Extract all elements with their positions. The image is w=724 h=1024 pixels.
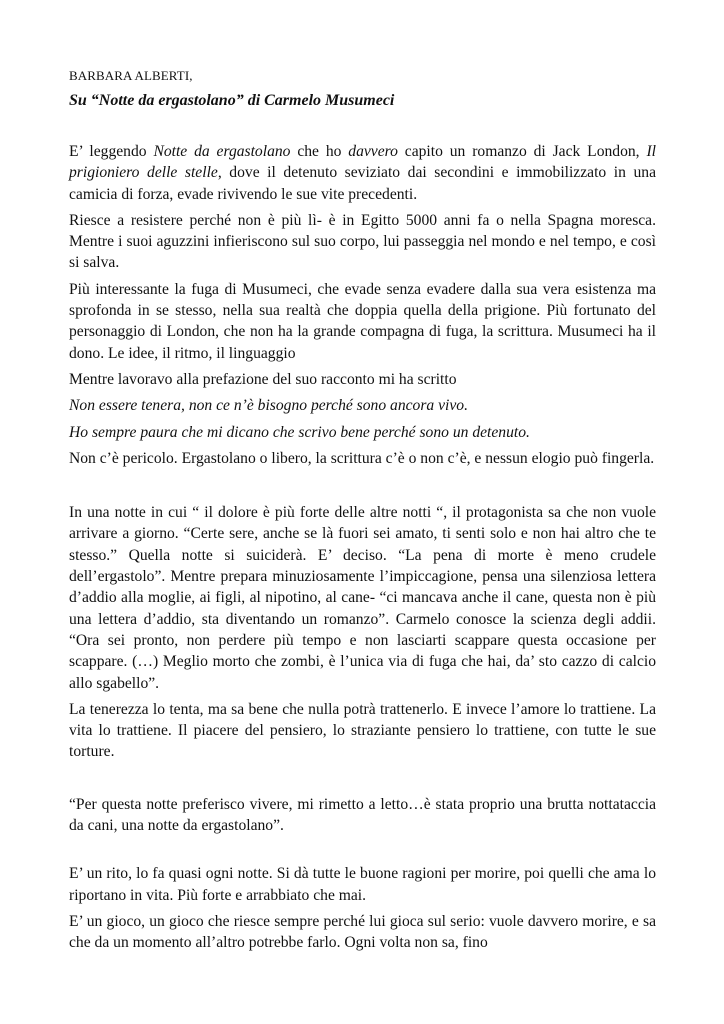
- paragraph-9: E’ un rito, lo fa quasi ogni notte. Si dà tutte le buone ragioni per morire, poi quelli che ama lo riportano in vita. Più forte e arrabbiato che mai.: [69, 865, 656, 904]
- paragraph-7: La tenerezza lo tenta, ma sa bene che nulla potrà trattenerlo. E invece l’amore lo trattiene. La vita lo trattiene. Il piacere del pensiero, lo straziante pensiero lo trattiene, con tutte le sue torture.: [69, 700, 656, 761]
- quote-line-1: Non essere tenera, non ce n’è bisogno perché sono ancora vivo.: [69, 397, 468, 415]
- author-name: BARBARA ALBERTI,: [69, 68, 193, 83]
- paragraph-10: E’ un gioco, un gioco che riesce sempre perché lui gioca sul serio: vuole davvero morire, e sa che da un momento all’altro potrebbe farlo. Ogni volta non sa, fino: [69, 912, 656, 952]
- paragraph-3: Più interessante la fuga di Musumeci, che evade senza evadere dalla sua vera esistenza ma sprofonda in se stesso, nella sua realtà che doppia quella della prigione. Più fortunato del personaggio di London, che non ha la grande compagna di fuga, la scrittura. Musumeci ha il dono. Le idee, il ritmo, il linguaggio: [69, 280, 656, 362]
- paragraph-2: Riesce a resistere perché non è più lì- è in Egitto 5000 anni fa o nella Spagna moresca. Mentre i suoi aguzzini infieriscono sul suo corpo, lui passeggia nel mondo e nel tempo, e così si salva.: [69, 211, 656, 272]
- paragraph-6: In una notte in cui “ il dolore è più forte delle altre notti “, il protagonista sa che non vuole arrivare a giorno. “Certe sere, anche se là fuori sei amato, ti senti solo e non hai altro che te stesso.” Quella notte si suiciderà. E’ deciso. “La pena di morte è meno crudele dell’ergastolo”. Mentre prepara minuziosamente l’impiccagione, pensa una silenziosa lettera d’addio alla moglie, ai figli, al nipotino, al cane- “ci mancava anche il cane, questa non è più una lettera d’addio, sta diventando un romanzo”. Carmelo conosce la scienza degli addii. “Ora sei pronto, non perdere più tempo e non lasciarti scappare questa occasione per scappare. (…) Meglio morto che zombi, è l’unica via di fuga che hai, da’ sto cazzo di calcio allo sgabello”.: [69, 504, 656, 692]
- paragraph-4: Mentre lavoravo alla prefazione del suo racconto mi ha scritto: [69, 370, 457, 388]
- paragraph-8: “Per questa notte preferisco vivere, mi rimetto a letto…è stata proprio una brutta nottataccia da cani, una notte da ergastolano”.: [69, 795, 656, 835]
- paragraph-5: Non c’è pericolo. Ergastolano o libero, la scrittura c’è o non c’è, e nessun elogio può fingerla.: [69, 449, 655, 467]
- document-title: Su “Notte da ergastolano” di Carmelo Musumeci: [69, 92, 395, 109]
- paragraph-1: E’ leggendo Notte da ergastolano che ho davvero capito un romanzo di Jack London, Il prigioniero delle stelle, dove il detenuto seviziato dai secondini e immobilizzato in una camicia di forza, evade rivivendo le sue vite precedenti.: [69, 143, 656, 203]
- quote-line-2: Ho sempre paura che mi dicano che scrivo bene perché sono un detenuto.: [69, 423, 530, 441]
